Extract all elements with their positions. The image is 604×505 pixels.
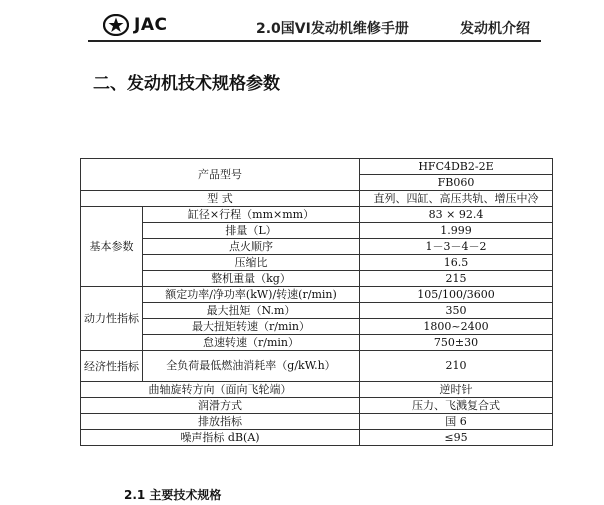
table-row (81, 382, 553, 398)
jac-star-icon (103, 14, 129, 36)
param-name: 排量（L） (143, 223, 360, 239)
table-row (81, 287, 553, 303)
table-row (81, 414, 553, 430)
param-value: 83 × 92.4 (360, 207, 553, 223)
table-row (81, 255, 553, 271)
table-row (81, 303, 553, 319)
param-name: 噪声指标 dB(A) (81, 430, 360, 446)
param-name: 点火顺序 (143, 239, 360, 255)
product-model-value: HFC4DB2-2E (360, 159, 553, 175)
manual-title: 2.0国VI发动机维修手册 (256, 21, 409, 37)
table-row (81, 159, 553, 175)
param-value: 逆时针 (360, 382, 553, 398)
param-value: 750±30 (360, 335, 553, 351)
param-name: 缸径×行程（mm×mm） (143, 207, 360, 223)
param-value: 350 (360, 303, 553, 319)
table-row (81, 207, 553, 223)
power-group-label: 动力性指标 (81, 287, 143, 351)
table-row (81, 430, 553, 446)
param-name: 曲轴旋转方向（面向飞轮端） (81, 382, 360, 398)
table-row (81, 271, 553, 287)
logo-text: JAC (134, 15, 168, 35)
table-row (81, 239, 553, 255)
param-name: 最大扭矩转速（r/min） (143, 319, 360, 335)
param-value: 105/100/3600 (360, 287, 553, 303)
engine-spec-table (80, 158, 553, 446)
header-section-name: 发动机介绍 (460, 21, 530, 37)
basic-params-group-label: 基本参数 (81, 207, 143, 287)
param-name: 最大扭矩（N.m） (143, 303, 360, 319)
param-value: 1.999 (360, 223, 553, 239)
param-name: 额定功率/净功率(kW)/转速(r/min) (143, 287, 360, 303)
param-name: 怠速转速（r/min） (143, 335, 360, 351)
param-name: 排放指标 (81, 414, 360, 430)
jac-logo (103, 14, 167, 36)
param-value: ≤95 (360, 430, 553, 446)
type-value: 直列、四缸、高压共轨、增压中冷 (360, 191, 553, 207)
product-model-value: FB060 (360, 175, 553, 191)
table-row (81, 319, 553, 335)
param-name: 全负荷最低燃油消耗率（g/kW.h） (143, 351, 360, 382)
param-value: 215 (360, 271, 553, 287)
param-name: 压缩比 (143, 255, 360, 271)
param-name: 润滑方式 (81, 398, 360, 414)
param-name: 整机重量（kg） (143, 271, 360, 287)
param-value: 国 6 (360, 414, 553, 430)
table-row (81, 223, 553, 239)
table-row (81, 351, 553, 382)
type-label: 型 式 (81, 191, 360, 207)
param-value: 16.5 (360, 255, 553, 271)
table-row (81, 398, 553, 414)
param-value: 1800~2400 (360, 319, 553, 335)
param-value: 压力、飞溅复合式 (360, 398, 553, 414)
product-model-label: 产品型号 (81, 159, 360, 191)
table-row (81, 191, 553, 207)
subsection-heading: 2.1 主要技术规格 (124, 488, 222, 502)
header-divider (88, 40, 541, 42)
param-value: 210 (360, 351, 553, 382)
param-value: 1－3－4－2 (360, 239, 553, 255)
section-heading: 二、发动机技术规格参数 (93, 74, 280, 94)
economy-group-label: 经济性指标 (81, 351, 143, 382)
table-row (81, 335, 553, 351)
page-header (0, 0, 604, 42)
